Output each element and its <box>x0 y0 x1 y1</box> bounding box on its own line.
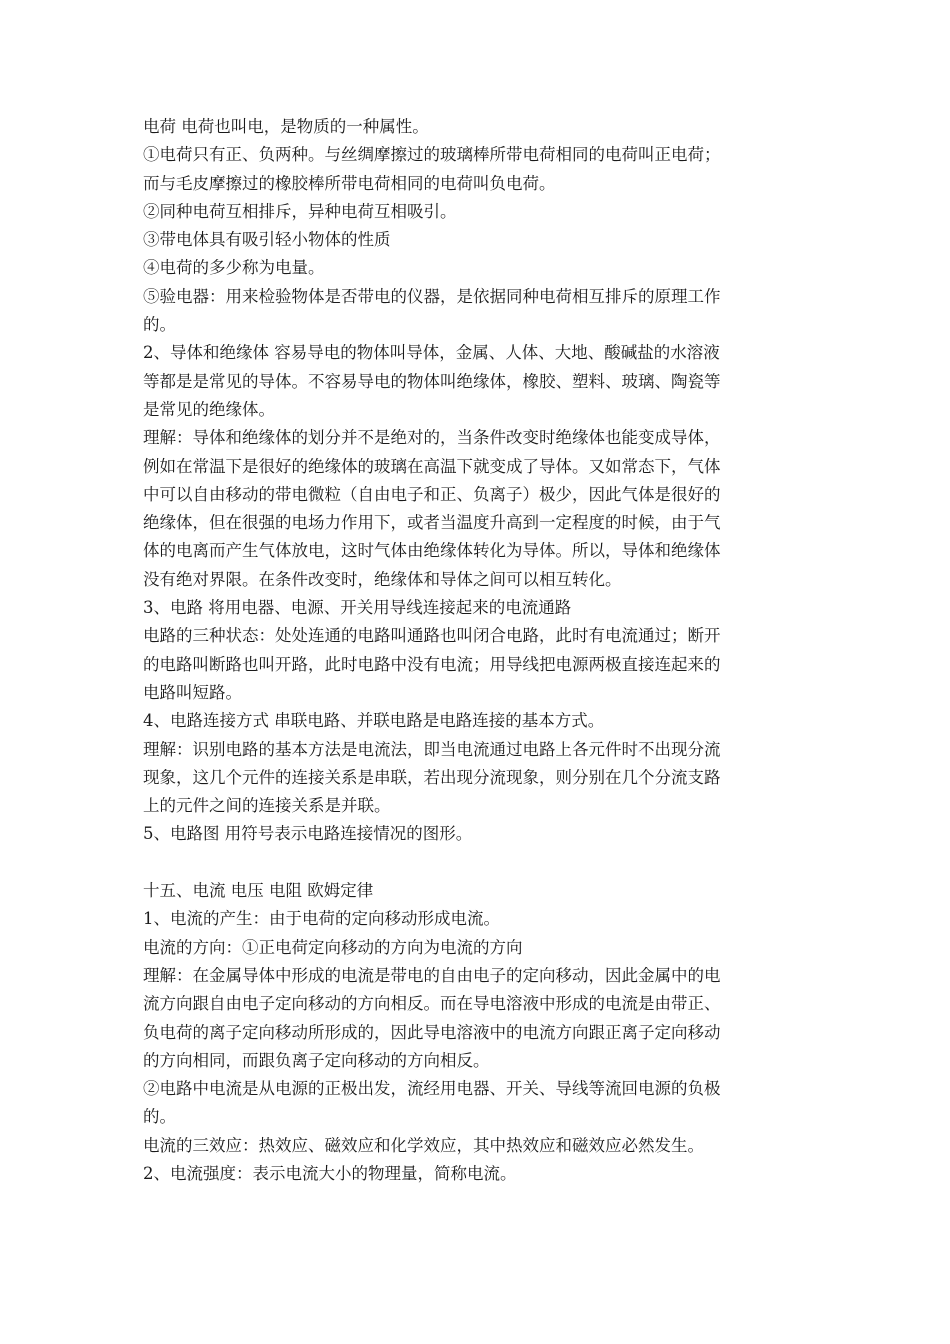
text-line: 的。 <box>143 1107 176 1127</box>
text-line: ③带电体具有吸引轻小物体的性质 <box>143 230 391 250</box>
text-line: 中可以自由移动的带电微粒（自由电子和正、负离子）极少，因此气体是很好的 <box>143 484 721 504</box>
text-line: 电流的方向：①正电荷定向移动的方向为电流的方向 <box>143 937 523 957</box>
section-heading: 十五、电流 电压 电阻 欧姆定律 <box>143 881 374 901</box>
text-line: 电路叫短路。 <box>143 682 242 702</box>
text-line: ④电荷的多少称为电量。 <box>143 258 325 278</box>
text-line: 电流的三效应：热效应、磁效应和化学效应，其中热效应和磁效应必然发生。 <box>143 1135 704 1155</box>
text-line: 理解：在金属导体中形成的电流是带电的自由电子的定向移动，因此金属中的电 <box>143 965 721 985</box>
text-line: 的。 <box>143 315 176 335</box>
text-line: 的方向相同，而跟负离子定向移动的方向相反。 <box>143 1050 490 1070</box>
text-line: ②同种电荷互相排斥，异种电荷互相吸引。 <box>143 201 457 221</box>
text-line: 上的元件之间的连接关系是并联。 <box>143 796 391 816</box>
text-line: 绝缘体，但在很强的电场力作用下，或者当温度升高到一定程度的时候，由于气 <box>143 513 721 533</box>
text-line: ⑤验电器：用来检验物体是否带电的仪器，是依据同种电荷相互排斥的原理工作 <box>143 286 721 306</box>
text-line: 理解：识别电路的基本方法是电流法，即当电流通过电路上各元件时不出现分流 <box>143 739 721 759</box>
document-body <box>143 113 813 1188</box>
text-line: 理解：导体和绝缘体的划分并不是绝对的，当条件改变时绝缘体也能变成导体， <box>143 428 721 448</box>
text-line: 电荷 电荷也叫电，是物质的一种属性。 <box>143 117 429 136</box>
text-line: 3、电路 将用电器、电源、开关用导线连接起来的电流通路 <box>143 598 572 618</box>
text-line: 1、电流的产生：由于电荷的定向移动形成电流。 <box>143 909 500 929</box>
text-line: ②电路中电流是从电源的正极出发，流经用电器、开关、导线等流回电源的负极 <box>143 1079 721 1099</box>
text-line: 4、电路连接方式 串联电路、并联电路是电路连接的基本方式。 <box>143 711 605 731</box>
text-line: 是常见的绝缘体。 <box>143 399 275 419</box>
text-line: 例如在常温下是很好的绝缘体的玻璃在高温下就变成了导体。又如常态下，气体 <box>143 456 721 476</box>
text-line: 体的电离而产生气体放电，这时气体由绝缘体转化为导体。所以，导体和绝缘体 <box>143 541 721 561</box>
text-line: 流方向跟自由电子定向移动的方向相反。而在导电溶液中形成的电流是由带正、 <box>143 994 721 1014</box>
text-line: 现象，这几个元件的连接关系是串联，若出现分流现象，则分别在几个分流支路 <box>143 767 721 787</box>
text-line: 的电路叫断路也叫开路，此时电路中没有电流；用导线把电源两极直接连起来的 <box>143 654 721 674</box>
text-line: 负电荷的离子定向移动所形成的，因此导电溶液中的电流方向跟正离子定向移动 <box>143 1022 721 1042</box>
text-line: 2、电流强度：表示电流大小的物理量，简称电流。 <box>143 1163 517 1183</box>
text-line: 没有绝对界限。在条件改变时，绝缘体和导体之间可以相互转化。 <box>143 569 622 589</box>
text-line: 电路的三种状态：处处连通的电路叫通路也叫闭合电路，此时有电流通过；断开 <box>143 626 721 646</box>
text-line: 2、导体和绝缘体 容易导电的物体叫导体，金属、人体、大地、酸碱盐的水溶液 <box>143 343 720 363</box>
text-line: 而与毛皮摩擦过的橡胶棒所带电荷相同的电荷叫负电荷。 <box>143 173 556 193</box>
text-line: ①电荷只有正、负两种。与丝绸摩擦过的玻璃棒所带电荷相同的电荷叫正电荷； <box>143 145 721 165</box>
text-line: 5、电路图 用符号表示电路连接情况的图形。 <box>143 824 473 844</box>
blank-line <box>143 849 813 877</box>
text-line: 等都是是常见的导体。不容易导电的物体叫绝缘体，橡胶、塑料、玻璃、陶瓷等 <box>143 371 721 391</box>
